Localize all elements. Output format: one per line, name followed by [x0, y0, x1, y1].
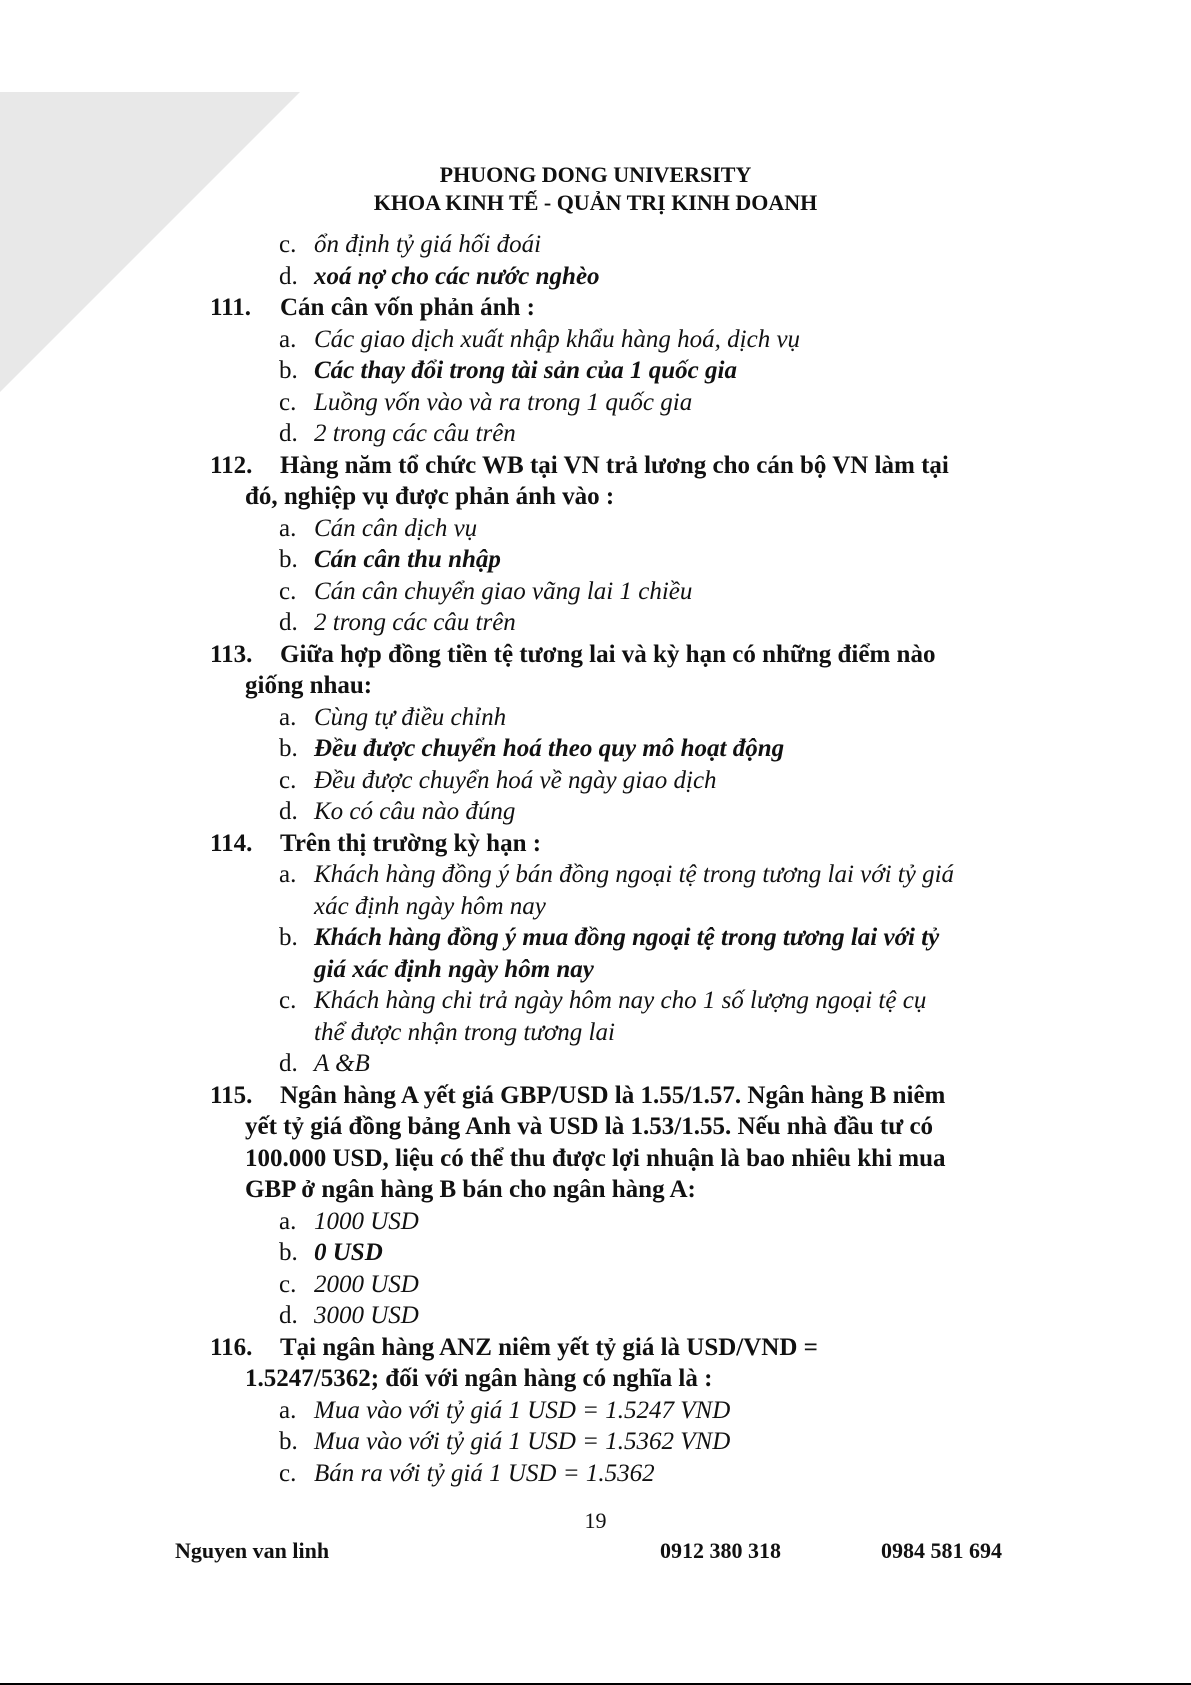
option-letter: c.	[279, 1460, 297, 1487]
option-letter: b.	[279, 546, 298, 573]
question-line	[210, 640, 935, 670]
option-letter: b.	[279, 1239, 298, 1266]
option-text: Luồng vốn vào và ra trong 1 quốc gia	[314, 389, 693, 416]
option-letter: a.	[279, 515, 297, 542]
header-university: PHUONG DONG UNIVERSITY	[439, 162, 752, 187]
option-text: Khách hàng đồng ý bán đồng ngoại tệ trong tương lai với tỷ giá	[314, 861, 955, 888]
option-text: Cùng tự điều chỉnh	[314, 704, 507, 731]
answer-option-correct	[279, 1238, 383, 1268]
option-text: Khách hàng chi trả ngày hôm nay cho 1 số lượng ngoại tệ cụ	[314, 987, 927, 1014]
option-text: A &B	[314, 1050, 370, 1077]
header-faculty: KHOA KINH TẾ - QUẢN TRỊ KINH DOANH	[373, 190, 818, 215]
answer-option-correct	[279, 356, 737, 386]
question-continuation: giống nhau:	[245, 672, 373, 699]
option-text: 3000 USD	[314, 1302, 419, 1329]
option-letter: b.	[279, 735, 298, 762]
option-letter: a.	[279, 1208, 297, 1235]
option-letter: d.	[279, 1302, 298, 1329]
option-letter: d.	[279, 1050, 298, 1077]
answer-option	[279, 608, 516, 638]
option-text: Các giao dịch xuất nhập khẩu hàng hoá, dịch vụ	[314, 326, 801, 353]
answer-option	[279, 766, 717, 796]
option-letter: d.	[279, 263, 298, 290]
option-continuation: giá xác định ngày hôm nay	[314, 956, 594, 983]
answer-option	[279, 1396, 730, 1426]
option-continuation: thể được nhận trong tương lai	[314, 1019, 615, 1046]
question-number: 113.	[210, 641, 253, 668]
question-number: 111.	[210, 294, 251, 321]
question-text: Hàng năm tổ chức WB tại VN trả lương cho cán bộ VN làm tại	[280, 452, 949, 479]
answer-option	[279, 1049, 370, 1079]
option-letter: a.	[279, 704, 297, 731]
answer-option	[279, 325, 800, 355]
answer-option	[279, 986, 926, 1016]
answer-option	[279, 1301, 419, 1331]
question-text: Cán cân vốn phản ánh :	[280, 294, 535, 321]
option-text: 2 trong các câu trên	[314, 420, 516, 447]
option-text: Bán ra với tỷ giá 1 USD = 1.5362	[314, 1460, 655, 1487]
question-number: 115.	[210, 1082, 253, 1109]
option-letter: c.	[279, 767, 297, 794]
option-text: Đều được chuyển hoá về ngày giao dịch	[314, 767, 717, 794]
question-number: 114.	[210, 830, 253, 857]
question-continuation: đó, nghiệp vụ được phản ánh vào :	[245, 483, 615, 510]
question-text: Tại ngân hàng ANZ niêm yết tỷ giá là USD/VND =	[280, 1334, 818, 1361]
option-text: Ko có câu nào đúng	[314, 798, 516, 825]
option-text: 2000 USD	[314, 1271, 419, 1298]
option-letter: b.	[279, 1428, 298, 1455]
option-letter: b.	[279, 357, 298, 384]
question-number: 112.	[210, 452, 253, 479]
footer-phone-2: 0984 581 694	[881, 1538, 1002, 1563]
question-continuation: GBP ở ngân hàng B bán cho ngân hàng A:	[245, 1176, 696, 1203]
answer-option	[279, 1270, 419, 1300]
question-line	[210, 1081, 945, 1111]
answer-option	[279, 1427, 730, 1457]
question-line	[210, 293, 535, 323]
answer-option-correct	[279, 262, 600, 292]
answer-option-correct	[279, 923, 939, 953]
option-letter: d.	[279, 609, 298, 636]
answer-option-correct	[279, 545, 501, 575]
answer-option	[279, 230, 541, 260]
option-letter: b.	[279, 924, 298, 951]
option-letter: c.	[279, 1271, 297, 1298]
option-text: 0 USD	[314, 1239, 383, 1266]
question-number: 116.	[210, 1334, 253, 1361]
option-letter: a.	[279, 326, 297, 353]
option-text: Mua vào với tỷ giá 1 USD = 1.5247 VND	[314, 1397, 731, 1424]
answer-option	[279, 388, 692, 418]
answer-option	[279, 514, 477, 544]
option-letter: c.	[279, 578, 297, 605]
option-letter: d.	[279, 420, 298, 447]
footer-phone-1: 0912 380 318	[660, 1538, 781, 1563]
option-text: 2 trong các câu trên	[314, 609, 516, 636]
answer-option	[279, 419, 516, 449]
option-text: Khách hàng đồng ý mua đồng ngoại tệ trong tương lai với tỷ	[314, 924, 940, 951]
option-text: Các thay đổi trong tài sản của 1 quốc gia	[314, 357, 737, 384]
option-text: xoá nợ cho các nước nghèo	[314, 263, 600, 290]
option-text: Cán cân thu nhập	[314, 546, 501, 573]
answer-option-correct	[279, 734, 784, 764]
question-continuation: 1.5247/5362; đối với ngân hàng có nghĩa là :	[245, 1365, 713, 1392]
answer-option	[279, 577, 692, 607]
option-text: Đều được chuyển hoá theo quy mô hoạt động	[314, 735, 785, 762]
option-letter: a.	[279, 1397, 297, 1424]
corner-decoration	[0, 92, 300, 392]
option-continuation: xác định ngày hôm nay	[314, 893, 546, 920]
question-continuation: yết tỷ giá đồng bảng Anh và USD là 1.53/1.55. Nếu nhà đầu tư có	[245, 1113, 934, 1140]
option-text: ổn định tỷ giá hối đoái	[314, 231, 542, 258]
option-text: Mua vào với tỷ giá 1 USD = 1.5362 VND	[314, 1428, 731, 1455]
answer-option	[279, 797, 515, 827]
question-text: Ngân hàng A yết giá GBP/USD là 1.55/1.57. Ngân hàng B niêm	[280, 1082, 946, 1109]
option-letter: c.	[279, 231, 297, 258]
question-text: Trên thị trường kỳ hạn :	[280, 830, 542, 857]
option-letter: c.	[279, 987, 297, 1014]
answer-option	[279, 703, 506, 733]
option-text: Cán cân dịch vụ	[314, 515, 478, 542]
footer-author: Nguyen van linh	[175, 1538, 330, 1563]
question-line	[210, 451, 949, 481]
answer-option	[279, 860, 954, 890]
question-line	[210, 829, 541, 859]
option-letter: d.	[279, 798, 298, 825]
answer-option	[279, 1207, 419, 1237]
page-number: 19	[584, 1508, 607, 1533]
option-letter: c.	[279, 389, 297, 416]
question-continuation: 100.000 USD, liệu có thể thu được lợi nhuận là bao nhiêu khi mua	[245, 1145, 946, 1172]
option-text: Cán cân chuyển giao vãng lai 1 chiều	[314, 578, 693, 605]
question-line	[210, 1333, 818, 1363]
answer-option	[279, 1459, 655, 1489]
option-letter: a.	[279, 861, 297, 888]
option-text: 1000 USD	[314, 1208, 419, 1235]
question-text: Giữa hợp đồng tiền tệ tương lai và kỳ hạn có những điểm nào	[280, 641, 936, 668]
